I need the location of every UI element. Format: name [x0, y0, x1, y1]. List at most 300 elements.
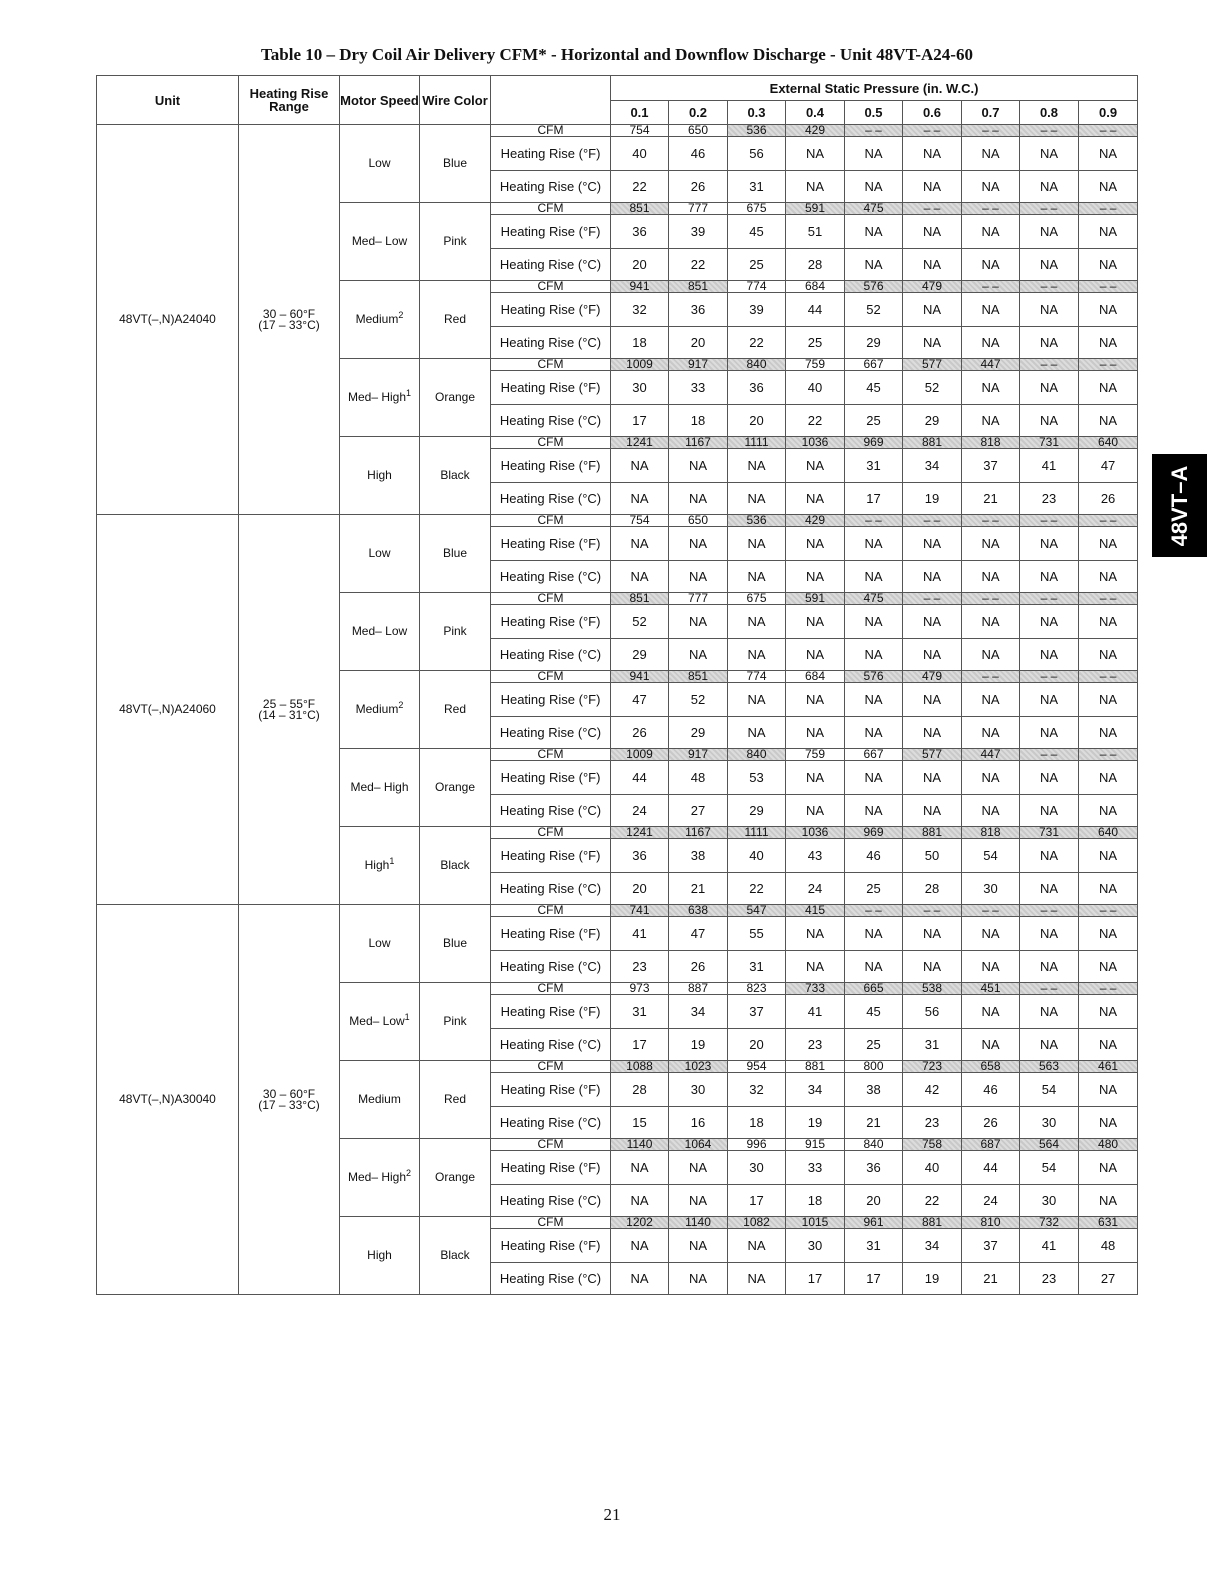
heating-rise-value: NA: [1079, 951, 1138, 983]
cfm-value: 1088: [611, 1061, 669, 1073]
heating-rise-value: 19: [786, 1107, 845, 1139]
heating-rise-value: NA: [611, 527, 669, 561]
heating-rise-value: 47: [611, 683, 669, 717]
motor-speed: [340, 1139, 420, 1217]
wire-color: Orange: [420, 1139, 491, 1217]
cfm-value: 777: [669, 203, 728, 215]
metric-label: Heating Rise (°F): [491, 293, 611, 327]
cfm-value: 851: [669, 671, 728, 683]
table-row: [97, 125, 1138, 137]
wire-color: Black: [420, 437, 491, 515]
heating-rise-value: NA: [1020, 293, 1079, 327]
heating-rise-value: 38: [669, 839, 728, 873]
heating-rise-value: 37: [962, 449, 1020, 483]
metric-label: Heating Rise (°F): [491, 1073, 611, 1107]
metric-label: Heating Rise (°F): [491, 1151, 611, 1185]
cfm-value: – –: [1020, 593, 1079, 605]
heating-rise-value: NA: [845, 249, 903, 281]
heating-rise-value: 39: [728, 293, 786, 327]
cfm-value: 1023: [669, 1061, 728, 1073]
cfm-value: 536: [728, 125, 786, 137]
motor-speed: [340, 593, 420, 671]
heating-rise-value: NA: [1020, 995, 1079, 1029]
heating-rise-value: NA: [962, 527, 1020, 561]
heating-rise-value: NA: [903, 795, 962, 827]
heating-rise-value: NA: [903, 137, 962, 171]
heating-rise-value: 44: [962, 1151, 1020, 1185]
heating-rise-value: 52: [611, 605, 669, 639]
heating-rise-value: 26: [611, 717, 669, 749]
heating-rise-value: 17: [728, 1185, 786, 1217]
heating-rise-value: 18: [611, 327, 669, 359]
metric-label: Heating Rise (°C): [491, 951, 611, 983]
cfm-value: 754: [611, 515, 669, 527]
cfm-value: 840: [728, 359, 786, 371]
heating-rise-value: NA: [845, 137, 903, 171]
heating-rise-value: 20: [611, 873, 669, 905]
heating-rise-value: 31: [728, 171, 786, 203]
heating-rise-value: NA: [611, 483, 669, 515]
heating-rise-value: 56: [903, 995, 962, 1029]
heating-rise-value: NA: [1079, 561, 1138, 593]
cfm-value: 887: [669, 983, 728, 995]
motor-speed-label: Med– Low: [349, 1014, 405, 1028]
heating-rise-value: NA: [903, 561, 962, 593]
cfm-value: 640: [1079, 437, 1138, 449]
footnote-marker: 2: [398, 310, 404, 320]
heating-rise-value: 48: [669, 761, 728, 795]
metric-label: CFM: [491, 1217, 611, 1229]
cfm-value: – –: [1079, 203, 1138, 215]
heating-rise-value: NA: [611, 1229, 669, 1263]
heating-rise-value: 50: [903, 839, 962, 873]
range-fahrenheit: 25 – 55°F: [262, 696, 316, 711]
heating-rise-value: NA: [1079, 639, 1138, 671]
cfm-value: 881: [903, 437, 962, 449]
cfm-value: – –: [845, 515, 903, 527]
heating-rise-value: 27: [669, 795, 728, 827]
metric-label: CFM: [491, 827, 611, 839]
wire-color: Red: [420, 1061, 491, 1139]
cfm-value: – –: [1020, 359, 1079, 371]
heating-rise-value: NA: [1079, 215, 1138, 249]
heating-rise-value: 26: [1079, 483, 1138, 515]
heating-rise-value: NA: [1020, 1029, 1079, 1061]
cfm-value: – –: [1079, 905, 1138, 917]
metric-label: Heating Rise (°C): [491, 717, 611, 749]
heating-rise-value: NA: [962, 561, 1020, 593]
motor-speed-label: Med– High: [350, 780, 409, 794]
heating-rise-value: NA: [903, 639, 962, 671]
heating-rise-value: NA: [1079, 605, 1138, 639]
header-heating-rise-range: Heating Rise Range: [239, 76, 340, 125]
metric-label: Heating Rise (°F): [491, 371, 611, 405]
wire-color: Blue: [420, 905, 491, 983]
metric-label: Heating Rise (°F): [491, 605, 611, 639]
heating-rise-value: 45: [845, 371, 903, 405]
cfm-value: 447: [962, 749, 1020, 761]
cfm-value: 731: [1020, 437, 1079, 449]
wire-color: Black: [420, 1217, 491, 1295]
heating-rise-value: NA: [1079, 1029, 1138, 1061]
heating-rise-value: 30: [728, 1151, 786, 1185]
metric-label: CFM: [491, 1139, 611, 1151]
heating-rise-value: NA: [786, 449, 845, 483]
heating-rise-value: 54: [1020, 1151, 1079, 1185]
cfm-value: – –: [903, 905, 962, 917]
heating-rise-value: NA: [728, 717, 786, 749]
cfm-value: 536: [728, 515, 786, 527]
cfm-value: – –: [903, 515, 962, 527]
cfm-value: – –: [962, 281, 1020, 293]
heating-rise-value: NA: [786, 795, 845, 827]
heating-rise-value: NA: [962, 215, 1020, 249]
heating-rise-value: 36: [845, 1151, 903, 1185]
cfm-value: 800: [845, 1061, 903, 1073]
heating-rise-value: 23: [903, 1107, 962, 1139]
cfm-value: 675: [728, 593, 786, 605]
cfm-value: 840: [728, 749, 786, 761]
heating-rise-value: NA: [845, 951, 903, 983]
cfm-value: 774: [728, 281, 786, 293]
table-row: [97, 905, 1138, 917]
heating-rise-value: NA: [845, 215, 903, 249]
cfm-value: – –: [1020, 905, 1079, 917]
cfm-value: 538: [903, 983, 962, 995]
metric-label: CFM: [491, 905, 611, 917]
cfm-value: 591: [786, 593, 845, 605]
heating-rise-value: 22: [903, 1185, 962, 1217]
metric-label: Heating Rise (°F): [491, 761, 611, 795]
cfm-value: 475: [845, 593, 903, 605]
cfm-value: 759: [786, 749, 845, 761]
cfm-value: – –: [1079, 593, 1138, 605]
wire-color: Red: [420, 281, 491, 359]
page-number: 21: [603, 1505, 621, 1524]
heating-rise-value: 54: [1020, 1073, 1079, 1107]
heating-rise-value: 23: [1020, 483, 1079, 515]
heating-rise-value: 56: [728, 137, 786, 171]
heating-rise-value: 41: [1020, 1229, 1079, 1263]
heating-rise-value: NA: [845, 561, 903, 593]
heating-rise-value: 47: [1079, 449, 1138, 483]
header-pressure: 0.2: [669, 101, 728, 125]
heating-rise-value: 20: [728, 405, 786, 437]
cfm-value: 941: [611, 671, 669, 683]
heating-rise-value: 26: [962, 1107, 1020, 1139]
heating-rise-value: 23: [786, 1029, 845, 1061]
cfm-value: 563: [1020, 1061, 1079, 1073]
cfm-value: – –: [1020, 671, 1079, 683]
heating-rise-value: NA: [728, 1263, 786, 1295]
wire-color: Blue: [420, 515, 491, 593]
motor-speed-label: Med– Low: [351, 624, 408, 638]
heating-rise-value: 34: [669, 995, 728, 1029]
cfm-value: – –: [845, 125, 903, 137]
heating-rise-value: 40: [903, 1151, 962, 1185]
cfm-value: 1009: [611, 749, 669, 761]
heating-rise-value: 36: [611, 215, 669, 249]
cfm-value: 451: [962, 983, 1020, 995]
range-fahrenheit: 30 – 60°F: [262, 306, 316, 321]
metric-label: Heating Rise (°F): [491, 683, 611, 717]
heating-rise-value: NA: [845, 527, 903, 561]
wire-color: Red: [420, 671, 491, 749]
footnote-marker: 1: [406, 388, 412, 398]
heating-rise-value: 41: [786, 995, 845, 1029]
range-fahrenheit: 30 – 60°F: [262, 1086, 316, 1101]
cfm-value: – –: [1020, 125, 1079, 137]
heating-rise-value: NA: [845, 605, 903, 639]
heating-rise-value: NA: [669, 449, 728, 483]
heating-rise-value: NA: [728, 483, 786, 515]
heating-rise-value: NA: [728, 605, 786, 639]
metric-label: CFM: [491, 671, 611, 683]
cfm-value: 1111: [728, 827, 786, 839]
heating-rise-value: NA: [1079, 1151, 1138, 1185]
cfm-value: – –: [1020, 749, 1079, 761]
heating-rise-value: NA: [962, 137, 1020, 171]
heating-rise-value: 43: [786, 839, 845, 873]
heating-rise-value: NA: [962, 249, 1020, 281]
heating-rise-value: NA: [728, 449, 786, 483]
cfm-value: – –: [1079, 671, 1138, 683]
motor-speed: [340, 437, 420, 515]
heating-rise-value: 38: [845, 1073, 903, 1107]
cfm-value: 475: [845, 203, 903, 215]
heating-rise-value: 24: [962, 1185, 1020, 1217]
cfm-value: 851: [669, 281, 728, 293]
motor-speed: [340, 905, 420, 983]
header-pressure: 0.7: [962, 101, 1020, 125]
metric-label: Heating Rise (°C): [491, 1263, 611, 1295]
metric-label: CFM: [491, 515, 611, 527]
heating-rise-value: NA: [611, 449, 669, 483]
cfm-value: – –: [962, 203, 1020, 215]
heating-rise-range: [239, 125, 340, 515]
wire-color: Orange: [420, 359, 491, 437]
motor-speed: [340, 359, 420, 437]
header-pressure: 0.8: [1020, 101, 1079, 125]
heating-rise-value: NA: [669, 1151, 728, 1185]
heating-rise-value: 45: [728, 215, 786, 249]
heating-rise-value: 23: [611, 951, 669, 983]
cfm-value: 1167: [669, 437, 728, 449]
metric-label: Heating Rise (°F): [491, 995, 611, 1029]
heating-rise-value: 21: [962, 1263, 1020, 1295]
heating-rise-value: 28: [903, 873, 962, 905]
heating-rise-value: NA: [962, 795, 1020, 827]
heating-rise-value: NA: [962, 327, 1020, 359]
heating-rise-value: NA: [903, 761, 962, 795]
heating-rise-value: NA: [1079, 761, 1138, 795]
cfm-value: 996: [728, 1139, 786, 1151]
cfm-value: – –: [1020, 203, 1079, 215]
heating-rise-value: NA: [1020, 405, 1079, 437]
heating-rise-value: 30: [669, 1073, 728, 1107]
cfm-value: – –: [962, 671, 1020, 683]
heating-rise-value: 46: [845, 839, 903, 873]
heating-rise-value: 16: [669, 1107, 728, 1139]
wire-color: Blue: [420, 125, 491, 203]
heating-rise-value: 26: [669, 951, 728, 983]
heating-rise-value: NA: [845, 917, 903, 951]
cfm-value: – –: [962, 515, 1020, 527]
header-pressure: 0.5: [845, 101, 903, 125]
cfm-value: 577: [903, 749, 962, 761]
heating-rise-value: NA: [786, 639, 845, 671]
heating-rise-value: 30: [962, 873, 1020, 905]
heating-rise-value: 52: [669, 683, 728, 717]
heating-rise-value: NA: [669, 1185, 728, 1217]
heating-rise-value: NA: [669, 1229, 728, 1263]
cfm-value: 479: [903, 281, 962, 293]
heating-rise-value: 29: [728, 795, 786, 827]
air-delivery-table: [96, 75, 1138, 1295]
heating-rise-value: NA: [962, 761, 1020, 795]
heating-rise-value: NA: [728, 639, 786, 671]
heating-rise-value: 32: [611, 293, 669, 327]
heating-rise-value: 40: [611, 137, 669, 171]
header-pressure: 0.1: [611, 101, 669, 125]
heating-rise-value: NA: [1020, 327, 1079, 359]
cfm-value: 564: [1020, 1139, 1079, 1151]
heating-rise-value: 33: [786, 1151, 845, 1185]
motor-speed-label: High: [364, 858, 390, 872]
motor-speed: [340, 671, 420, 749]
cfm-value: 941: [611, 281, 669, 293]
heating-rise-value: NA: [1079, 683, 1138, 717]
heating-rise-value: NA: [611, 1263, 669, 1295]
heating-rise-value: NA: [1020, 639, 1079, 671]
heating-rise-value: 46: [962, 1073, 1020, 1107]
heating-rise-value: 37: [728, 995, 786, 1029]
heating-rise-value: 31: [611, 995, 669, 1029]
heating-rise-value: 22: [728, 327, 786, 359]
heating-rise-value: 17: [845, 1263, 903, 1295]
heating-rise-value: NA: [845, 795, 903, 827]
heating-rise-range: [239, 905, 340, 1295]
heating-rise-value: 33: [669, 371, 728, 405]
heating-rise-value: NA: [728, 1229, 786, 1263]
heating-rise-value: 25: [845, 405, 903, 437]
cfm-value: 1036: [786, 827, 845, 839]
cfm-value: 547: [728, 905, 786, 917]
heating-rise-value: 20: [611, 249, 669, 281]
heating-rise-value: NA: [1020, 761, 1079, 795]
heating-rise-value: NA: [962, 371, 1020, 405]
heating-rise-range: [239, 515, 340, 905]
motor-speed: [340, 827, 420, 905]
metric-label: Heating Rise (°F): [491, 917, 611, 951]
motor-speed-label: Medium: [358, 1092, 401, 1106]
cfm-value: 667: [845, 359, 903, 371]
heating-rise-value: NA: [1020, 371, 1079, 405]
motor-speed: [340, 749, 420, 827]
heating-rise-value: 25: [786, 327, 845, 359]
cfm-value: 684: [786, 281, 845, 293]
heating-rise-value: NA: [903, 327, 962, 359]
metric-label: Heating Rise (°F): [491, 449, 611, 483]
cfm-value: 969: [845, 437, 903, 449]
cfm-value: 1082: [728, 1217, 786, 1229]
heating-rise-value: 42: [903, 1073, 962, 1107]
motor-speed-label: Medium: [355, 312, 399, 326]
cfm-value: 1140: [669, 1217, 728, 1229]
heating-rise-value: 23: [1020, 1263, 1079, 1295]
heating-rise-value: 24: [611, 795, 669, 827]
heating-rise-value: NA: [786, 717, 845, 749]
cfm-value: 732: [1020, 1217, 1079, 1229]
cfm-value: 1167: [669, 827, 728, 839]
motor-speed: [340, 1061, 420, 1139]
heating-rise-value: 34: [786, 1073, 845, 1107]
heating-rise-value: 44: [786, 293, 845, 327]
motor-speed-label: Med– Low: [351, 234, 408, 248]
cfm-value: 684: [786, 671, 845, 683]
metric-label: Heating Rise (°C): [491, 1185, 611, 1217]
motor-speed-label: Medium: [355, 702, 399, 716]
cfm-value: 810: [962, 1217, 1020, 1229]
cfm-value: 591: [786, 203, 845, 215]
motor-speed-label: Med– High: [347, 1170, 406, 1184]
cfm-value: 973: [611, 983, 669, 995]
heating-rise-value: 29: [611, 639, 669, 671]
header-pressure: 0.4: [786, 101, 845, 125]
heating-rise-value: 46: [669, 137, 728, 171]
heating-rise-value: 25: [845, 873, 903, 905]
heating-rise-value: 29: [669, 717, 728, 749]
heating-rise-value: 31: [728, 951, 786, 983]
metric-label: Heating Rise (°F): [491, 137, 611, 171]
cfm-value: 429: [786, 125, 845, 137]
cfm-value: – –: [962, 125, 1020, 137]
cfm-value: – –: [903, 203, 962, 215]
heating-rise-value: 30: [786, 1229, 845, 1263]
wire-color: Black: [420, 827, 491, 905]
metric-label: Heating Rise (°C): [491, 405, 611, 437]
heating-rise-value: 20: [728, 1029, 786, 1061]
section-tab-label: 48VT–A: [1166, 465, 1192, 546]
header-metric: [491, 76, 611, 125]
heating-rise-value: NA: [1020, 605, 1079, 639]
heating-rise-value: NA: [845, 761, 903, 795]
cfm-value: 731: [1020, 827, 1079, 839]
heating-rise-value: NA: [728, 683, 786, 717]
cfm-value: 447: [962, 359, 1020, 371]
heating-rise-value: NA: [1079, 1185, 1138, 1217]
heating-rise-value: NA: [1020, 717, 1079, 749]
heating-rise-value: NA: [786, 527, 845, 561]
cfm-value: 479: [903, 671, 962, 683]
heating-rise-value: NA: [1079, 717, 1138, 749]
heating-rise-value: NA: [1079, 405, 1138, 437]
heating-rise-value: 34: [903, 449, 962, 483]
heating-rise-value: 28: [611, 1073, 669, 1107]
header-pressure: 0.6: [903, 101, 962, 125]
heating-rise-value: NA: [1079, 1073, 1138, 1107]
heating-rise-value: 45: [845, 995, 903, 1029]
header-pressure: 0.9: [1079, 101, 1138, 125]
metric-label: Heating Rise (°C): [491, 1107, 611, 1139]
cfm-value: 1202: [611, 1217, 669, 1229]
metric-label: CFM: [491, 359, 611, 371]
heating-rise-value: NA: [845, 683, 903, 717]
heating-rise-value: NA: [669, 639, 728, 671]
heating-rise-value: 19: [903, 1263, 962, 1295]
heating-rise-value: 21: [962, 483, 1020, 515]
motor-speed-label: Low: [368, 546, 391, 560]
